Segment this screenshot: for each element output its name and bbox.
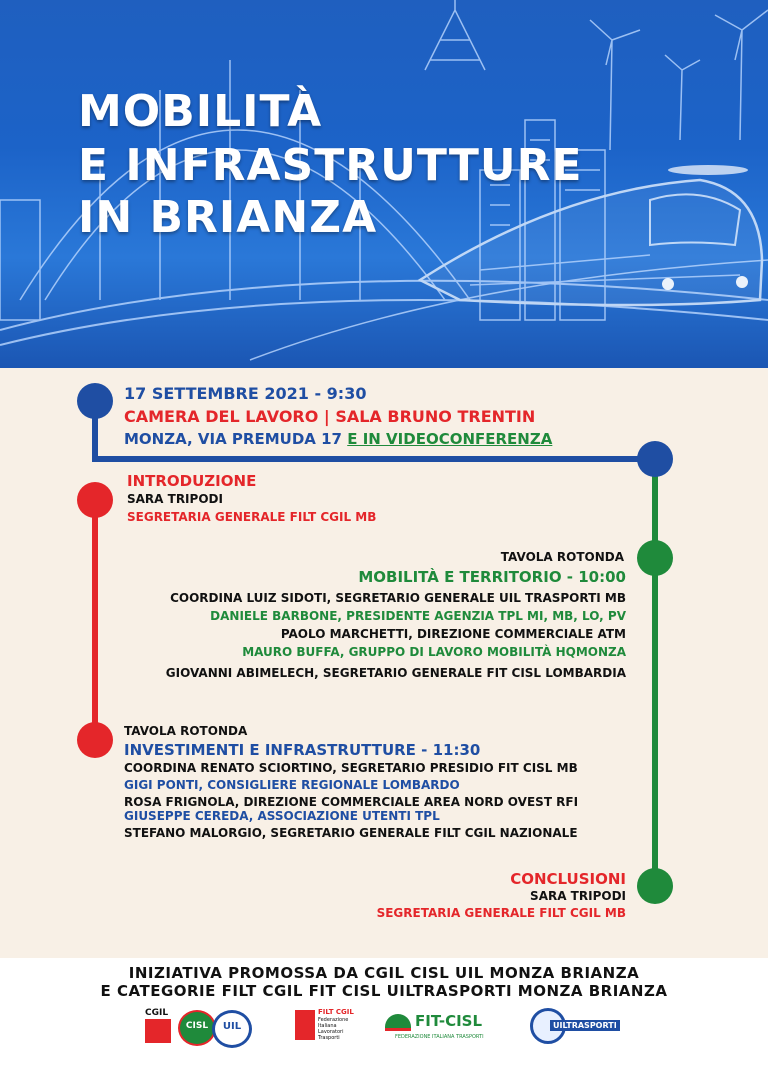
filt-cgil-mark (295, 1010, 315, 1040)
filt-cgil-title: FILT CGIL (318, 1008, 354, 1016)
timeline-dot-red-panel2 (77, 722, 113, 758)
panel1-line-5: GIOVANNI ABIMELECH, SEGRETARIO GENERALE FIT CISL LOMBARDIA (165, 666, 626, 680)
fit-cisl-mark (385, 1014, 411, 1031)
cgil-logo (145, 1008, 175, 1044)
intro-role: SEGRETARIA GENERALE FILT CGIL MB (127, 510, 377, 524)
filt-cgil-sub-4: Trasporti (318, 1035, 340, 1041)
timeline-dot-blue-start (77, 383, 113, 419)
title-line-1: MOBILITÀ (78, 86, 323, 137)
timeline-dot-green-conclusions (637, 868, 673, 904)
panel1-label: TAVOLA ROTONDA (500, 550, 624, 564)
panel1-line-1: COORDINA LUIZ SIDOTI, SEGRETARIO GENERALE UIL TRASPORTI MB (170, 591, 626, 605)
intro-speaker: SARA TRIPODI (127, 492, 223, 506)
intro-heading: INTRODUZIONE (127, 472, 257, 490)
cisl-logo (178, 1010, 216, 1046)
panel1-line-4: MAURO BUFFA, GRUPPO DI LAVORO MOBILITÀ HQMONZA (242, 645, 626, 659)
uil-logo (212, 1010, 252, 1048)
timeline-dot-green-panel1 (637, 540, 673, 576)
hero-banner (0, 0, 768, 368)
footer-line-1: INIZIATIVA PROMOSSA DA CGIL CISL UIL MONZA BRIANZA (128, 964, 640, 982)
filt-cgil-sub-3: Lavoratori (318, 1029, 344, 1035)
panel2-line-4: GIUSEPPE CEREDA, ASSOCIAZIONE UTENTI TPL (124, 809, 440, 823)
uiltrasporti-text: UILTRASPORTI (550, 1020, 620, 1031)
uil-logo-text: UIL (222, 1021, 242, 1032)
timeline-dot-red-intro (77, 482, 113, 518)
cgil-logo-text: CGIL (145, 1008, 169, 1018)
panel2-label: TAVOLA ROTONDA (124, 724, 248, 738)
filt-cgil-sub-1: Federazione (318, 1017, 349, 1023)
conclusions-role: SEGRETARIA GENERALE FILT CGIL MB (376, 906, 626, 920)
timeline-green-vertical (652, 476, 658, 884)
conclusions-heading: CONCLUSIONI (510, 870, 626, 888)
title-line-3: IN BRIANZA (78, 192, 378, 243)
event-venue: CAMERA DEL LAVORO | SALA BRUNO TRENTIN (124, 407, 536, 426)
title-line-2: E INFRASTRUTTURE (78, 140, 583, 191)
panel2-heading: INVESTIMENTI E INFRASTRUTTURE - 11:30 (124, 741, 481, 759)
panel2-line-3: ROSA FRIGNOLA, DIREZIONE COMMERCIALE AREA NORD OVEST RFI (124, 795, 579, 809)
panel2-line-2: GIGI PONTI, CONSIGLIERE REGIONALE LOMBARDO (124, 778, 460, 792)
event-address-text: MONZA, VIA PREMUDA 17 (124, 430, 342, 448)
filt-cgil-logo (295, 1008, 365, 1044)
panel1-line-2: DANIELE BARBONE, PRESIDENTE AGENZIA TPL MI, MB, LO, PV (210, 609, 626, 623)
footer (0, 958, 768, 1086)
filt-cgil-sub-2: Italiana (318, 1023, 337, 1029)
fit-cisl-sub: FEDERAZIONE ITALIANA TRASPORTI (395, 1034, 484, 1040)
footer-line-2: E CATEGORIE FILT CGIL FIT CISL UILTRASPORTI MONZA BRIANZA (100, 982, 668, 1000)
cgil-logo-square (145, 1019, 171, 1043)
panel1-heading: MOBILITÀ E TERRITORIO - 10:00 (358, 568, 626, 586)
event-date: 17 SETTEMBRE 2021 - 9:30 (124, 384, 367, 403)
panel2-line-1: COORDINA RENATO SCIORTINO, SEGRETARIO PRESIDIO FIT CISL MB (124, 761, 578, 775)
panel2-line-5: STEFANO MALORGIO, SEGRETARIO GENERALE FILT CGIL NAZIONALE (124, 826, 578, 840)
conclusions-speaker: SARA TRIPODI (530, 889, 626, 903)
timeline-blue-horizontal (92, 456, 658, 462)
timeline-red-vertical (92, 500, 98, 740)
event-address (124, 430, 552, 448)
panel1-line-3: PAOLO MARCHETTI, DIREZIONE COMMERCIALE ATM (280, 627, 626, 641)
event-online-link[interactable]: E IN VIDEOCONFERENZA (347, 430, 553, 448)
fit-cisl-logo (385, 1010, 505, 1044)
uiltrasporti-logo (530, 1008, 622, 1044)
timeline-dot-blue-end (637, 441, 673, 477)
fit-cisl-title: FIT-CISL (415, 1012, 483, 1030)
cisl-logo-text: CISL (185, 1021, 209, 1031)
